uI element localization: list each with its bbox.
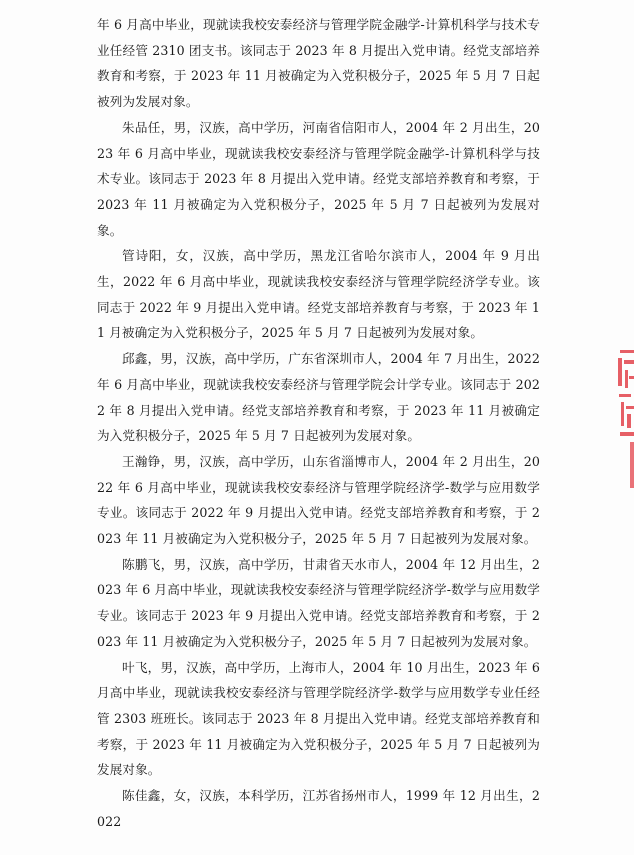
paragraph-chen-pengfei: 陈鹏飞，男，汉族，高中学历，甘肃省天水市人，2004 年 12 月出生，2023 年 6 月高中毕业，现就读我校安泰经济与管理学院经济学-数学与应用数学专业。该同志于 2023 年 9 月提出入党申请。经党支部培养教育和考察，于 2023 年 11 月被确定为入党积极分子，2025 年 5 月 7 日起被列为发展对象。 [97, 556, 540, 649]
paragraph-wang-hanzheng: 王瀚铮，男，汉族，高中学历，山东省淄博市人，2004 年 2 月出生，2022 年 6 月高中毕业，现就读我校安泰经济与管理学院经济学-数学与应用数学专业。该同志于 2022 年 9 月提出入党申请。经党支部培养教育和考察，于 2023 年 11 月被确定为入党积极分子，2025 年 5 月 7 日起被列为发展对象。 [97, 453, 540, 547]
paragraph-chen-jiaxin: 陈佳鑫，女，汉族，本科学历，江苏省扬州市人，1999 年 12 月出生，2022 [97, 788, 540, 829]
document-body [97, 12, 540, 835]
paragraph-zhu-pinren: 朱品任，男，汉族，高中学历，河南省信阳市人，2004 年 2 月出生，2023 年 6 月高中毕业，现就读我校安泰经济与管理学院金融学-计算机科学与技术专业。该同志于 2023 年 8 月提出入党申请。经党支部培养教育和考察，于 2023 年 11 月被确定为入党积极分子，2025 年 5 月 7 日起被列为发展对象。 [97, 119, 540, 238]
red-seal-edge-icon [612, 350, 634, 490]
paragraph-ye-fei: 叶飞，男，汉族，高中学历，上海市人，2004 年 10 月出生，2023 年 6 月高中毕业，现就读我校安泰经济与管理学院经济学-数学与应用数学专业任经管 2303 班班长。该同志于 2023 年 8 月提出入党申请。经党支部培养教育和考察，于 2023 年 11 月被确定为入党积极分子，2025 年 5 月 7 日起被列为发展对象。 [97, 659, 540, 778]
paragraph-guan-shiyang: 管诗阳，女，汉族，高中学历，黑龙江省哈尔滨市人，2004 年 9 月出生，2022 年 6 月高中毕业，现就读我校安泰经济与管理学院经济学专业。该同志于 2022 年 9 月提出入党申请。经党支部培养教育与考察，于 2023 年 11 月被确定为入党积极分子，2025 年 5 月 7 日起被列为发展对象。 [97, 248, 540, 341]
paragraph-continuation: 年 6 月高中毕业，现就读我校安泰经济与管理学院金融学-计算机科学与技术专业任经管 2310 团支书。该同志于 2023 年 8 月提出入党申请。经党支部培养教育和考察，于 2023 年 11 月被确定为入党积极分子，2025 年 5 月 7 日起被列为发展对象。 [97, 17, 540, 110]
paragraph-qiu-xin: 邱鑫，男，汉族，高中学历，广东省深圳市人，2004 年 7 月出生，2022 年 6 月高中毕业，现就读我校安泰经济与管理学院会计学专业。该同志于 2022 年 8 月提出入党申请。经党支部培养教育和考察，于 2023 年 11 月被确定为入党积极分子，2025 年 5 月 7 日起被列为发展对象。 [97, 351, 540, 444]
